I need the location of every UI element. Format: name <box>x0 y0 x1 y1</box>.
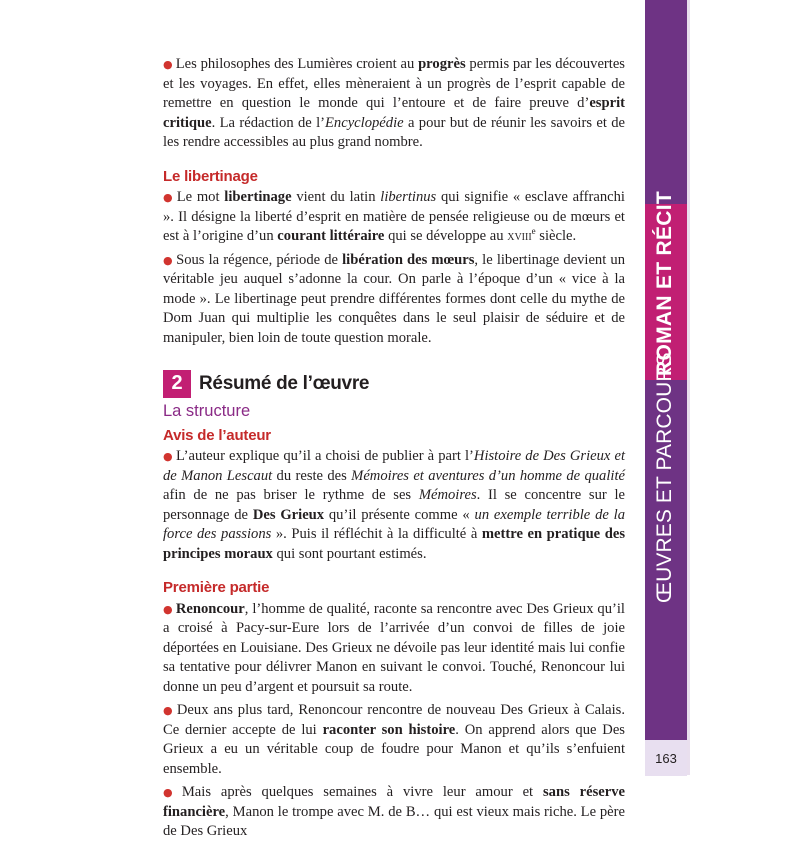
subheading-structure: La structure <box>163 402 251 420</box>
bullet-icon: ● <box>163 58 173 71</box>
heading-premiere-partie: Première partie <box>163 579 270 596</box>
heading-libertinage: Le libertinage <box>163 167 258 185</box>
side-index-edge <box>687 0 690 775</box>
heading-avis-auteur: Avis de l’auteur <box>163 426 271 444</box>
section-number-badge: 2 <box>163 370 191 398</box>
page-content <box>163 55 625 846</box>
paragraph-libertinage-definition: ● Le mot libertinage vient du latin libertinus qui signifie « esclave affranchi ». Il désigne la liberté d’esprit en matière de pensée religieuse ou de mœurs et est à l’origine d’un courant littéraire qui se développe au xviii$^e$ siècle. <box>163 189 625 244</box>
bullet-icon: ● <box>163 191 174 204</box>
paragraph-lumieres: ● Les philosophes des Lumières croient au progrès permis par les découvertes et les voyages. En effet, elles mèneraient à un progrès de l’esprit capable de remettre en question le monde qui l’entoure et de faire preuve d’esprit critique. La rédaction de l’Encyclopédie a pour but de réunir les savoirs et de les rendre accessibles au plus grand nombre. <box>163 56 625 150</box>
side-tab-highlight-label: ROMAN ET RÉCIT <box>653 190 676 376</box>
bullet-icon: ● <box>163 786 179 799</box>
paragraph-calais: ● Deux ans plus tard, Renoncour rencontre de nouveau Des Grieux à Calais. Ce dernier accepte de lui raconter son histoire. On apprend alors que Des Grieux a eu un véritable coup de foudre pour Manon et qu’ils s’enfuient ensemble. <box>163 702 625 777</box>
paragraph-avis-auteur: ● L’auteur explique qu’il a choisi de publier à part l’Histoire de Des Grieux et de Manon Lescaut du reste des Mémoires et aventures d’un homme de qualité afin de ne pas briser le rythme de ses Mémoires. Il se concentre sur le personnage de Des Grieux qu’il présente comme « un exemple terrible de la force des passions ». Puis il réfléchit à la difficulté à mettre en pratique des principes moraux qui sont pourtant estimés. <box>163 448 626 562</box>
paragraph-renoncour: ● Renoncour, l’homme de qualité, raconte sa rencontre avec Des Grieux qu’il a croisé à Pacy-sur-Eure lors de l’arrivée d’un convoi de filles de joie déportées en Louisiane. Des Grieux ne dévoile pas leur identité mais lui confie sa tentative pour délivrer Manon en suivant le convoi. Touché, Renoncour lui donne un peu d’argent et poursuit sa route. <box>163 600 625 695</box>
page-number: 163 <box>645 740 687 776</box>
paragraph-regence: ● Sous la régence, période de libération des mœurs, le libertinage devient un véritable jeu auquel s’adonne la cour. On parle à l’époque d’un « vice à la mode ». Le libertinage peut prendre différentes formes dont celle du mythe de Dom Juan qui multiplie les conquêtes dans le seul plaisir de séduire et de manipuler, bien loin de toute question morale. <box>163 251 625 346</box>
paragraph-tromperie: ● Mais après quelques semaines à vivre leur amour et sans réserve financière, Manon le trompe avec M. de B… qui est vieux mais riche. Le père de Des Grieux <box>163 784 625 839</box>
side-tab-label: ŒUVRES ET PARCOURS <box>653 352 676 603</box>
section-heading <box>163 370 625 398</box>
bullet-icon: ● <box>163 253 174 267</box>
bullet-icon: ● <box>163 450 174 463</box>
bullet-icon: ● <box>163 602 173 616</box>
section-title: Résumé de l’œuvre <box>199 373 370 395</box>
bullet-icon: ● <box>163 704 174 717</box>
